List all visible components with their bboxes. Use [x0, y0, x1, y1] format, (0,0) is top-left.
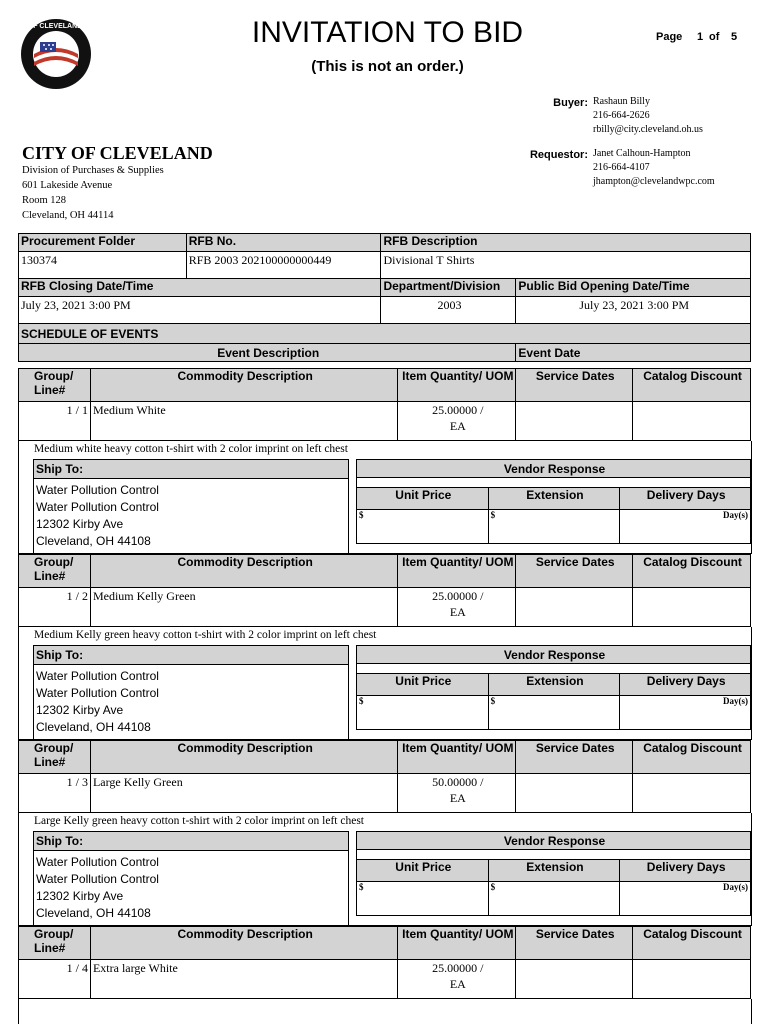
buyer-email: rbilly@city.cleveland.oh.us	[593, 124, 703, 135]
closing-date-label: RFB Closing Date/Time	[19, 279, 381, 297]
quantity-value: 25.00000 /	[432, 403, 484, 417]
item-quantity	[398, 588, 516, 627]
ship-to-line: Water Pollution Control	[36, 872, 159, 886]
item-frame-right	[751, 441, 752, 554]
item-frame-right	[751, 999, 752, 1024]
ship-to-line: Water Pollution Control	[36, 686, 159, 700]
service-dates-cell	[516, 588, 633, 627]
rfb-info-table	[18, 233, 751, 362]
commodity-description: Medium White	[90, 402, 397, 441]
line-number: 1 / 2	[19, 588, 91, 627]
ship-to-box	[33, 831, 349, 928]
vendor-response-spacer	[357, 850, 751, 860]
catalog-discount-cell	[633, 588, 751, 627]
item-note: Medium Kelly green heavy cotton t-shirt with 2 color imprint on left chest	[34, 629, 377, 641]
ship-to-line: Cleveland, OH 44108	[36, 720, 151, 734]
vendor-response-table	[356, 831, 751, 916]
rfb-description-label: RFB Description	[381, 234, 751, 252]
quantity-value: 50.00000 /	[432, 775, 484, 789]
delivery-days-header: Delivery Days	[620, 860, 751, 882]
item-quantity	[398, 960, 516, 999]
commodity-description: Extra large White	[90, 960, 397, 999]
commodity-header: Commodity Description	[90, 555, 397, 588]
unit-price-header: Unit Price	[357, 488, 489, 510]
qty-uom-header: Item Quantity/ UOM	[398, 927, 516, 960]
ship-to-line: Water Pollution Control	[36, 500, 159, 514]
requestor-label: Requestor:	[529, 149, 588, 161]
catalog-discount-header: Catalog Discount	[633, 741, 751, 774]
requestor-phone: 216-664-4107	[593, 162, 650, 173]
ship-to-label: Ship To:	[34, 646, 348, 665]
catalog-discount-cell	[633, 774, 751, 813]
service-dates-cell	[516, 960, 633, 999]
catalog-discount-header: Catalog Discount	[633, 369, 751, 402]
page-of-label: of	[709, 31, 720, 43]
line-number: 1 / 4	[19, 960, 91, 999]
department-value: 2003	[381, 297, 516, 324]
service-dates-cell	[516, 774, 633, 813]
org-address-line: 601 Lakeside Avenue	[22, 180, 113, 191]
procurement-folder-value: 130374	[19, 252, 187, 279]
org-name: CITY OF CLEVELAND	[22, 143, 213, 163]
item-frame-left	[18, 441, 19, 554]
vendor-response-table	[356, 459, 751, 544]
qty-uom-header: Item Quantity/ UOM	[398, 741, 516, 774]
page-label: Page	[656, 31, 683, 43]
extension-header: Extension	[488, 674, 620, 696]
line-number: 1 / 1	[19, 402, 91, 441]
commodity-header: Commodity Description	[90, 741, 397, 774]
item-quantity	[398, 774, 516, 813]
requestor-info	[593, 147, 715, 189]
extension-header: Extension	[488, 860, 620, 882]
rfb-description-value: Divisional T Shirts	[381, 252, 751, 279]
document-subtitle: (This is not an order.)	[311, 58, 464, 75]
ship-to-line: 12302 Kirby Ave	[36, 703, 124, 717]
opening-date-label: Public Bid Opening Date/Time	[516, 279, 751, 297]
delivery-days-input[interactable]: Day(s)	[620, 510, 751, 544]
uom-value: EA	[449, 791, 466, 805]
ship-to-line: Water Pollution Control	[36, 669, 159, 683]
vendor-response-spacer	[357, 478, 751, 488]
closing-date-value: July 23, 2021 3:00 PM	[19, 297, 381, 324]
vendor-response-spacer	[357, 664, 751, 674]
org-address	[22, 163, 164, 223]
delivery-days-input[interactable]: Day(s)	[620, 696, 751, 730]
service-dates-header: Service Dates	[516, 369, 633, 402]
ship-to-line: Water Pollution Control	[36, 483, 159, 497]
org-address-line: Cleveland, OH 44114	[22, 210, 114, 221]
schedule-of-events-label: SCHEDULE OF EVENTS	[19, 324, 751, 344]
org-address-line: Room 128	[22, 195, 67, 206]
buyer-name: Rashaun Billy	[593, 96, 650, 107]
extension-input[interactable]: $	[488, 696, 620, 730]
quantity-value: 25.00000 /	[432, 961, 484, 975]
group-line-header: Group/ Line#	[19, 927, 91, 960]
city-seal-logo	[9, 18, 103, 90]
procurement-folder-label: Procurement Folder	[19, 234, 187, 252]
extension-input[interactable]: $	[488, 510, 620, 544]
ship-to-box	[33, 459, 349, 556]
service-dates-cell	[516, 402, 633, 441]
group-line-header: Group/ Line#	[19, 741, 91, 774]
commodity-header: Commodity Description	[90, 927, 397, 960]
event-description-label: Event Description	[19, 344, 516, 362]
page-total: 5	[731, 31, 738, 43]
line-number: 1 / 3	[19, 774, 91, 813]
buyer-phone: 216-664-2626	[593, 110, 650, 121]
document-title: INVITATION TO BID	[251, 16, 524, 49]
group-line-header: Group/ Line#	[19, 369, 91, 402]
ship-to-line: Cleveland, OH 44108	[36, 906, 151, 920]
catalog-discount-header: Catalog Discount	[633, 927, 751, 960]
item-note: Large Kelly green heavy cotton t-shirt with 2 color imprint on left chest	[34, 815, 365, 827]
item-note: Medium white heavy cotton t-shirt with 2 color imprint on left chest	[34, 443, 348, 455]
ship-to-label: Ship To:	[34, 460, 348, 479]
ship-to-address	[34, 479, 348, 550]
extension-header: Extension	[488, 488, 620, 510]
requestor-name: Janet Calhoun-Hampton	[593, 148, 691, 159]
ship-to-label: Ship To:	[34, 832, 348, 851]
seal-text: CITY OF CLEVELAND OHIO	[9, 23, 103, 30]
delivery-days-input[interactable]: Day(s)	[620, 882, 751, 916]
service-dates-header: Service Dates	[516, 927, 633, 960]
unit-price-input[interactable]: $	[357, 510, 489, 544]
uom-value: EA	[449, 419, 466, 433]
item-frame-left	[18, 813, 19, 926]
qty-uom-header: Item Quantity/ UOM	[398, 369, 516, 402]
item-frame-right	[751, 627, 752, 740]
group-line-header: Group/ Line#	[19, 555, 91, 588]
commodity-description: Medium Kelly Green	[90, 588, 397, 627]
commodity-description: Large Kelly Green	[90, 774, 397, 813]
unit-price-input[interactable]: $	[357, 696, 489, 730]
catalog-discount-cell	[633, 960, 751, 999]
qty-uom-header: Item Quantity/ UOM	[398, 555, 516, 588]
event-date-label: Event Date	[516, 344, 751, 362]
opening-date-value: July 23, 2021 3:00 PM	[516, 297, 751, 324]
item-quantity	[398, 402, 516, 441]
ship-to-line: 12302 Kirby Ave	[36, 889, 124, 903]
buyer-info	[593, 95, 703, 137]
catalog-discount-header: Catalog Discount	[633, 555, 751, 588]
page-number: 1	[697, 31, 704, 43]
ship-to-line: Cleveland, OH 44108	[36, 534, 151, 548]
vendor-response-label: Vendor Response	[357, 832, 751, 850]
rfb-no-label: RFB No.	[186, 234, 381, 252]
line-item-table	[18, 554, 751, 627]
ship-to-address	[34, 851, 348, 922]
service-dates-header: Service Dates	[516, 555, 633, 588]
catalog-discount-cell	[633, 402, 751, 441]
uom-value: EA	[449, 977, 466, 991]
line-item-table	[18, 740, 751, 813]
vendor-response-table	[356, 645, 751, 730]
unit-price-header: Unit Price	[357, 860, 489, 882]
unit-price-input[interactable]: $	[357, 882, 489, 916]
org-address-line: Division of Purchases & Supplies	[22, 165, 164, 176]
ship-to-line: Water Pollution Control	[36, 855, 159, 869]
commodity-header: Commodity Description	[90, 369, 397, 402]
line-item-table	[18, 368, 751, 441]
rfb-no-value: RFB 2003 202100000000449	[186, 252, 381, 279]
quantity-value: 25.00000 /	[432, 589, 484, 603]
requestor-email: jhampton@clevelandwpc.com	[593, 176, 715, 187]
line-item-table	[18, 926, 751, 999]
ship-to-line: 12302 Kirby Ave	[36, 517, 124, 531]
delivery-days-header: Delivery Days	[620, 674, 751, 696]
vendor-response-label: Vendor Response	[357, 646, 751, 664]
buyer-label: Buyer:	[553, 97, 588, 109]
department-label: Department/Division	[381, 279, 516, 297]
extension-input[interactable]: $	[488, 882, 620, 916]
item-frame-right	[751, 813, 752, 926]
vendor-response-label: Vendor Response	[357, 460, 751, 478]
delivery-days-header: Delivery Days	[620, 488, 751, 510]
item-frame-left	[18, 999, 19, 1024]
item-frame-left	[18, 627, 19, 740]
service-dates-header: Service Dates	[516, 741, 633, 774]
ship-to-address	[34, 665, 348, 736]
unit-price-header: Unit Price	[357, 674, 489, 696]
ship-to-box	[33, 645, 349, 742]
uom-value: EA	[449, 605, 466, 619]
